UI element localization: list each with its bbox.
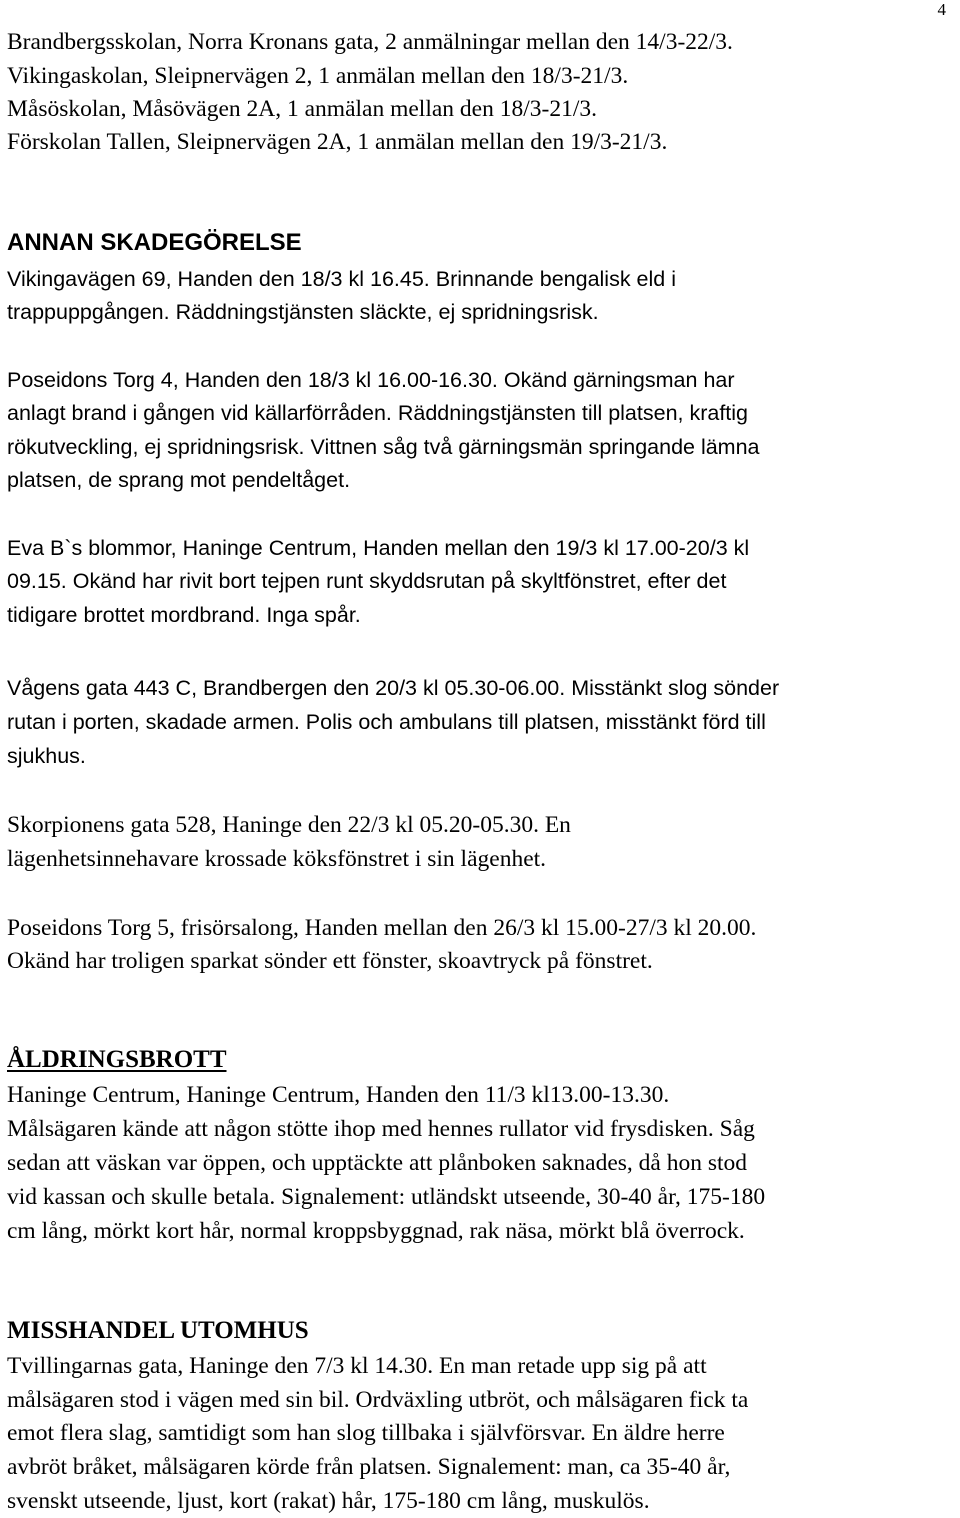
report-line: Vågens gata 443 C, Brandbergen den 20/3 kl 05.30-06.00. Misstänkt slog sönder <box>7 676 780 700</box>
section-heading-misshandel-utomhus: MISSHANDEL UTOMHUS <box>7 1317 309 1344</box>
report-line: Eva B`s blommor, Haninge Centrum, Handen mellan den 19/3 kl 17.00-20/3 kl <box>7 536 750 560</box>
report-line: målsägaren stod i vägen med sin bil. Ordväxling utbröt, och målsägaren fick ta <box>7 1387 749 1413</box>
report-line: Poseidons Torg 4, Handen den 18/3 kl 16.00-16.30. Okänd gärningsman har <box>7 368 735 392</box>
report-line: tidigare brottet mordbrand. Inga spår. <box>7 603 361 627</box>
report-line: rutan i porten, skadade armen. Polis och ambulans till platsen, misstänkt förd till <box>7 710 766 734</box>
report-line: Vikingavägen 69, Handen den 18/3 kl 16.45. Brinnande bengalisk eld i <box>7 267 676 291</box>
report-line: rökutveckling, ej spridningsrisk. Vittnen såg två gärningsmän springande lämna <box>7 435 760 459</box>
report-line: Haninge Centrum, Haninge Centrum, Handen den 11/3 kl13.00-13.30. <box>7 1082 670 1108</box>
report-line: Skorpionens gata 528, Haninge den 22/3 kl 05.20-05.30. En <box>7 812 571 838</box>
section-heading-annan-skadegorelse: ANNAN SKADEGÖRELSE <box>7 229 302 256</box>
section-heading-aldringsbrott: ÅLDRINGSBROTT <box>7 1046 227 1073</box>
report-line: vid kassan och skulle betala. Signalement: utländskt utseende, 30-40 år, 175-180 <box>7 1184 766 1210</box>
report-line: trappuppgången. Räddningstjänsten släckte, ej spridningsrisk. <box>7 300 599 324</box>
report-line: platsen, de sprang mot pendeltåget. <box>7 468 351 492</box>
report-line: avbröt bråket, målsägaren körde från platsen. Signalement: man, ca 35-40 år, <box>7 1454 731 1480</box>
report-line: cm lång, mörkt kort hår, normal kroppsbyggnad, rak näsa, mörkt blå överrock. <box>7 1218 745 1244</box>
report-line: sjukhus. <box>7 744 86 768</box>
school-report-line: Förskolan Tallen, Sleipnervägen 2A, 1 anmälan mellan den 19/3-21/3. <box>7 129 668 155</box>
report-line: Okänd har troligen sparkat sönder ett fönster, skoavtryck på fönstret. <box>7 948 653 974</box>
report-line: 09.15. Okänd har rivit bort tejpen runt skyddsrutan på skyltfönstret, efter det <box>7 569 727 593</box>
report-line: emot flera slag, samtidigt som han slog tillbaka i självförsvar. En äldre herre <box>7 1420 725 1446</box>
report-line: anlagt brand i gången vid källarförråden. Räddningstjänsten till platsen, kraftig <box>7 401 749 425</box>
report-line: lägenhetsinnehavare krossade köksfönstret i sin lägenhet. <box>7 846 547 872</box>
report-line: svenskt utseende, ljust, kort (rakat) hår, 175-180 cm lång, muskulös. <box>7 1488 650 1514</box>
school-report-line: Brandbergsskolan, Norra Kronans gata, 2 anmälningar mellan den 14/3-22/3. <box>7 29 733 55</box>
report-line: Målsägaren kände att någon stötte ihop med hennes rullator vid frysdisken. Såg <box>7 1116 755 1142</box>
report-line: Poseidons Torg 5, frisörsalong, Handen mellan den 26/3 kl 15.00-27/3 kl 20.00. <box>7 915 757 941</box>
report-line: sedan att väskan var öppen, och upptäckte att plånboken saknades, då hon stod <box>7 1150 748 1176</box>
school-report-line: Vikingaskolan, Sleipnervägen 2, 1 anmälan mellan den 18/3-21/3. <box>7 63 629 89</box>
page-number: 4 <box>937 0 946 19</box>
school-report-line: Måsöskolan, Måsövägen 2A, 1 anmälan mellan den 18/3-21/3. <box>7 96 597 122</box>
report-line: Tvillingarnas gata, Haninge den 7/3 kl 14.30. En man retade upp sig på att <box>7 1353 707 1379</box>
